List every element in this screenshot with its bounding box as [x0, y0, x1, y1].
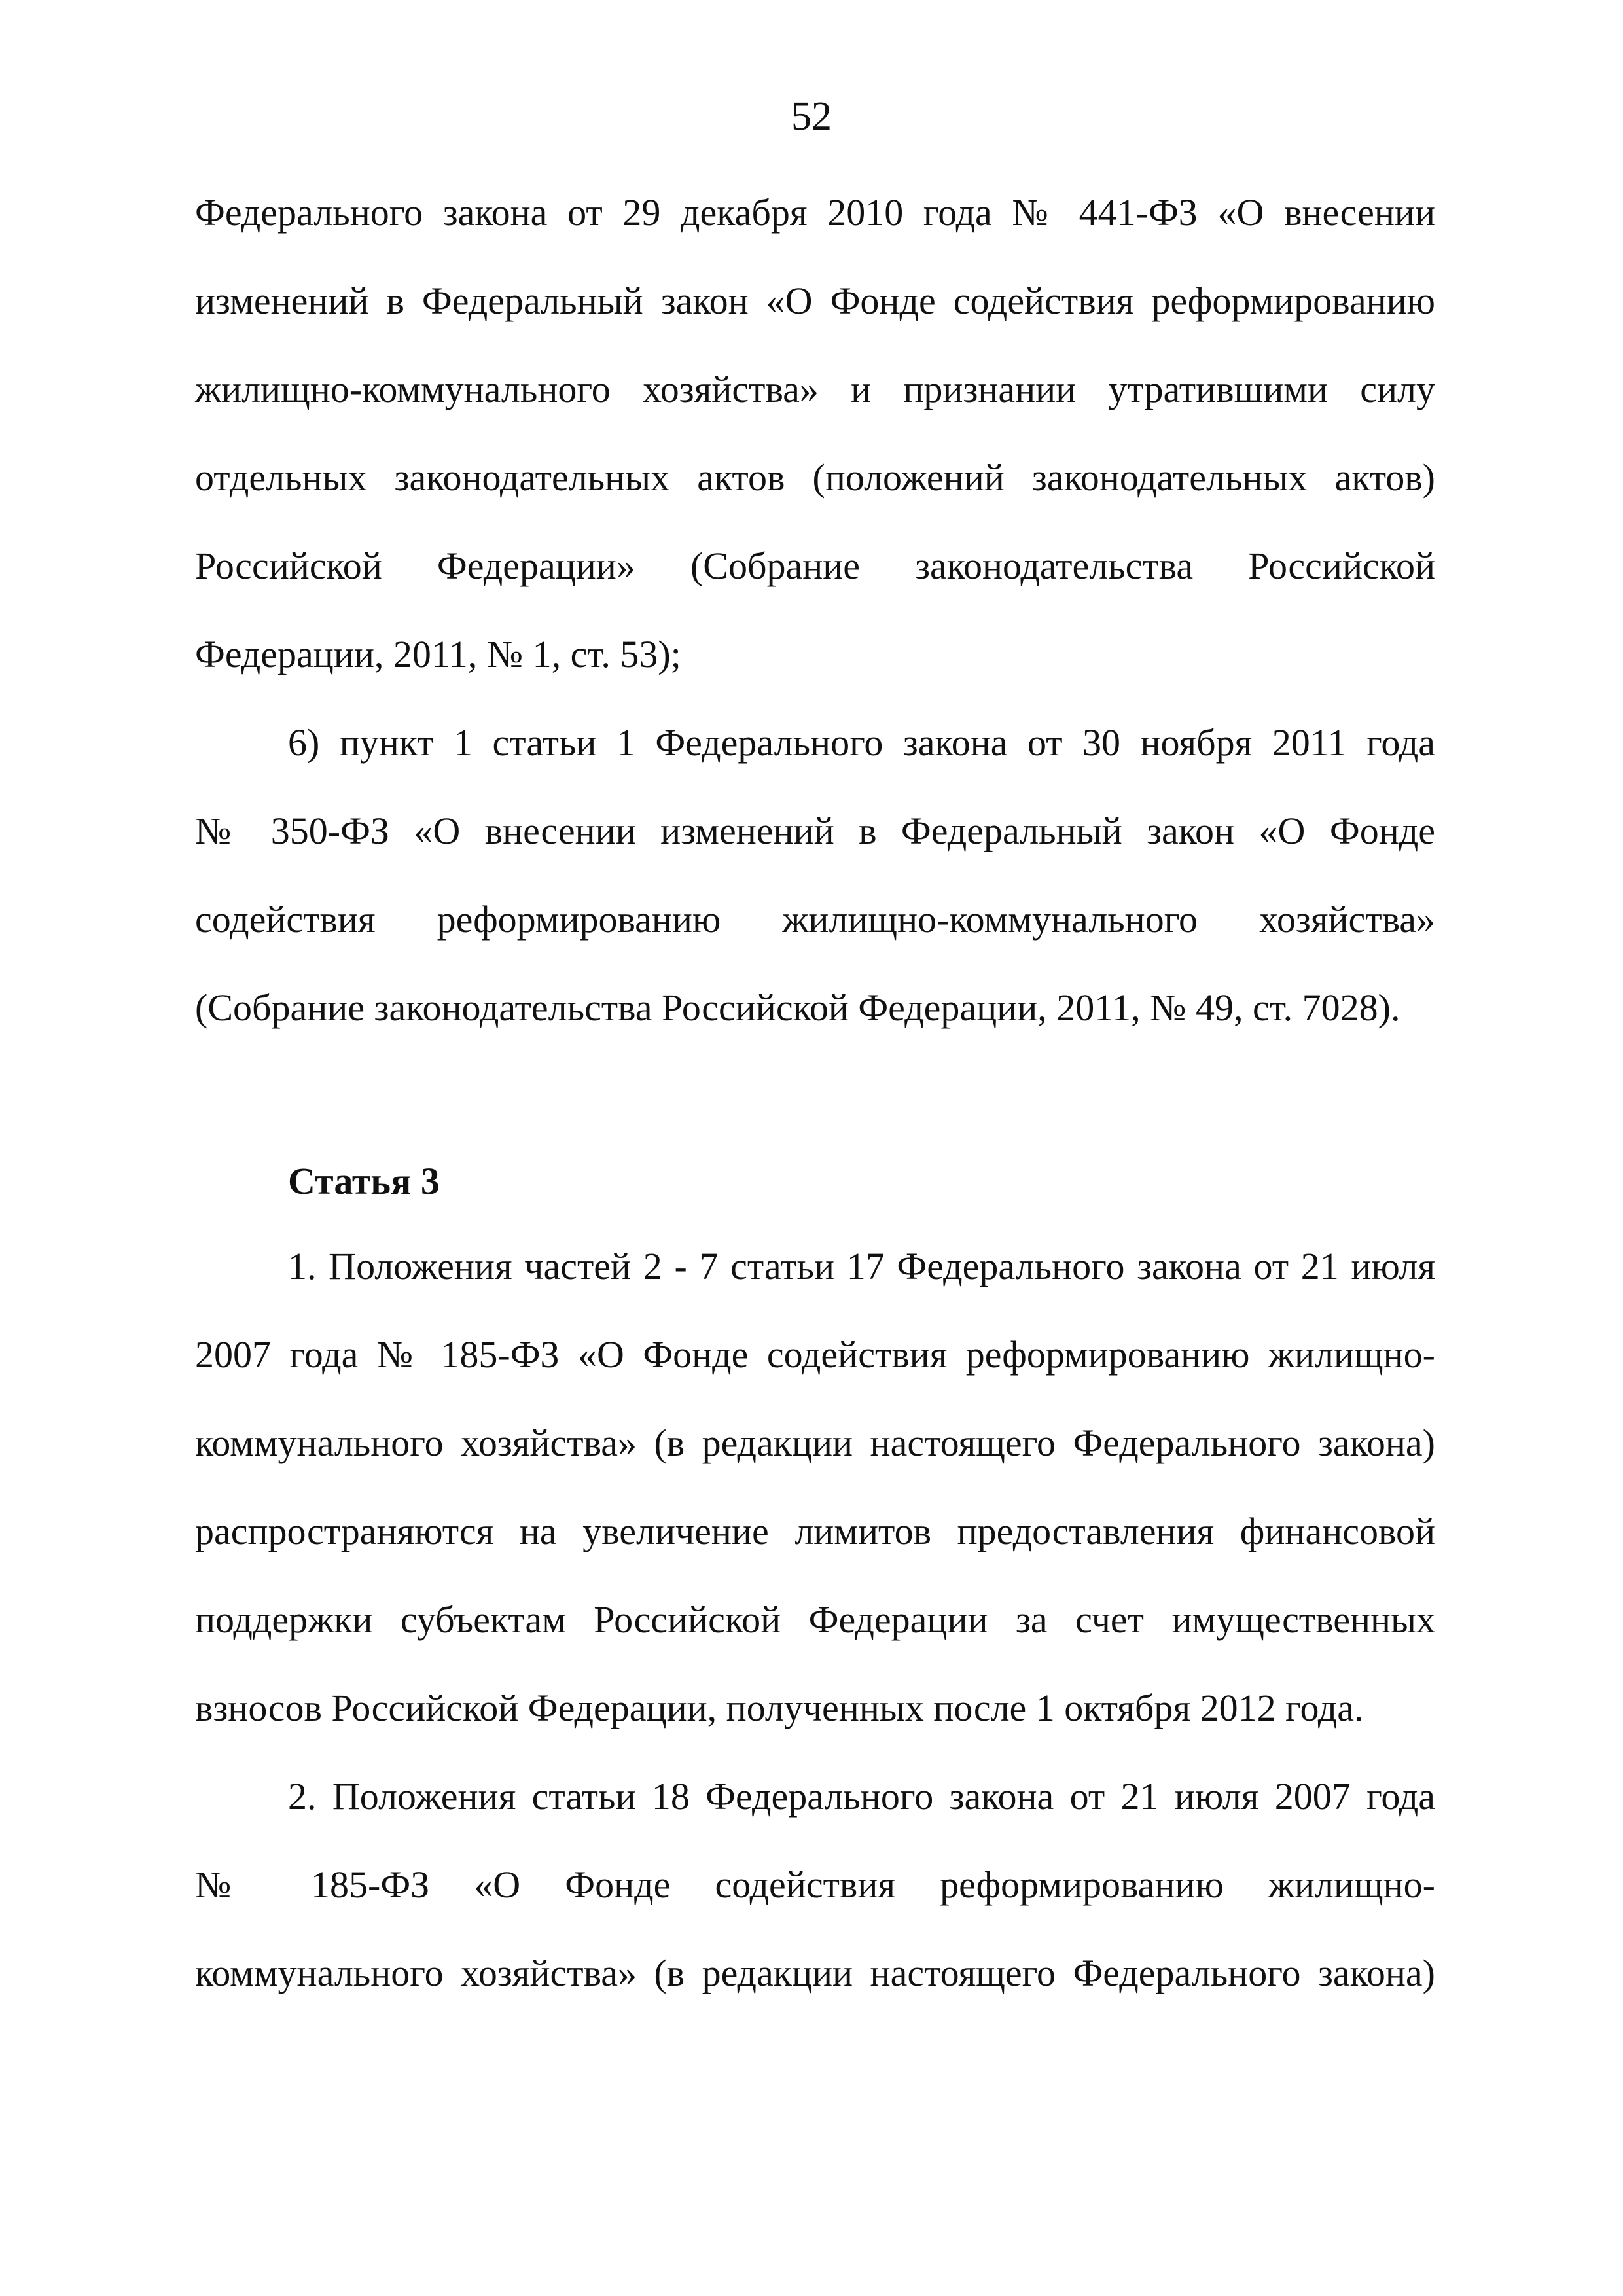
text-line: распространяются на увеличение лимитов предоставления финансовой — [195, 1510, 1435, 1552]
text-line: 6) пункт 1 статьи 1 Федерального закона от 30 ноября 2011 года — [288, 721, 1435, 764]
text-line: 1. Положения частей 2 - 7 статьи 17 Федерального закона от 21 июля — [288, 1245, 1435, 1287]
text-line: № 350-ФЗ «О внесении изменений в Федеральный закон «О Фонде — [195, 810, 1435, 852]
text-line: 2. Положения статьи 18 Федерального закона от 21 июля 2007 года — [288, 1775, 1435, 1818]
text-line: 2007 года № 185-ФЗ «О Фонде содействия реформированию жилищно- — [195, 1333, 1435, 1376]
text-line: взносов Российской Федерации, полученных после 1 октября 2012 года. — [195, 1687, 1364, 1729]
article-heading: Статья 3 — [288, 1160, 440, 1202]
text-line: (Собрание законодательства Российской Федерации, 2011, № 49, ст. 7028). — [195, 986, 1400, 1029]
text-line: № 185-ФЗ «О Фонде содействия реформированию жилищно- — [195, 1863, 1435, 1906]
text-line: Федерального закона от 29 декабря 2010 года № 441-ФЗ «О внесении — [195, 191, 1435, 234]
text-line: содействия реформированию жилищно-коммунального хозяйства» — [195, 898, 1435, 941]
text-line: коммунального хозяйства» (в редакции настоящего Федерального закона) — [195, 1952, 1435, 1994]
text-line: изменений в Федеральный закон «О Фонде содействия реформированию — [195, 279, 1435, 322]
text-line: жилищно-коммунального хозяйства» и признании утратившими силу — [195, 368, 1435, 410]
text-line: коммунального хозяйства» (в редакции настоящего Федерального закона) — [195, 1422, 1435, 1464]
text-line: Российской Федерации» (Собрание законодательства Российской — [195, 545, 1435, 587]
text-line: отдельных законодательных актов (положений законодательных актов) — [195, 456, 1435, 499]
text-line: поддержки субъектам Российской Федерации за счет имущественных — [195, 1598, 1435, 1641]
text-line: Федерации, 2011, № 1, ст. 53); — [195, 633, 681, 675]
page-number: 52 — [791, 94, 832, 139]
